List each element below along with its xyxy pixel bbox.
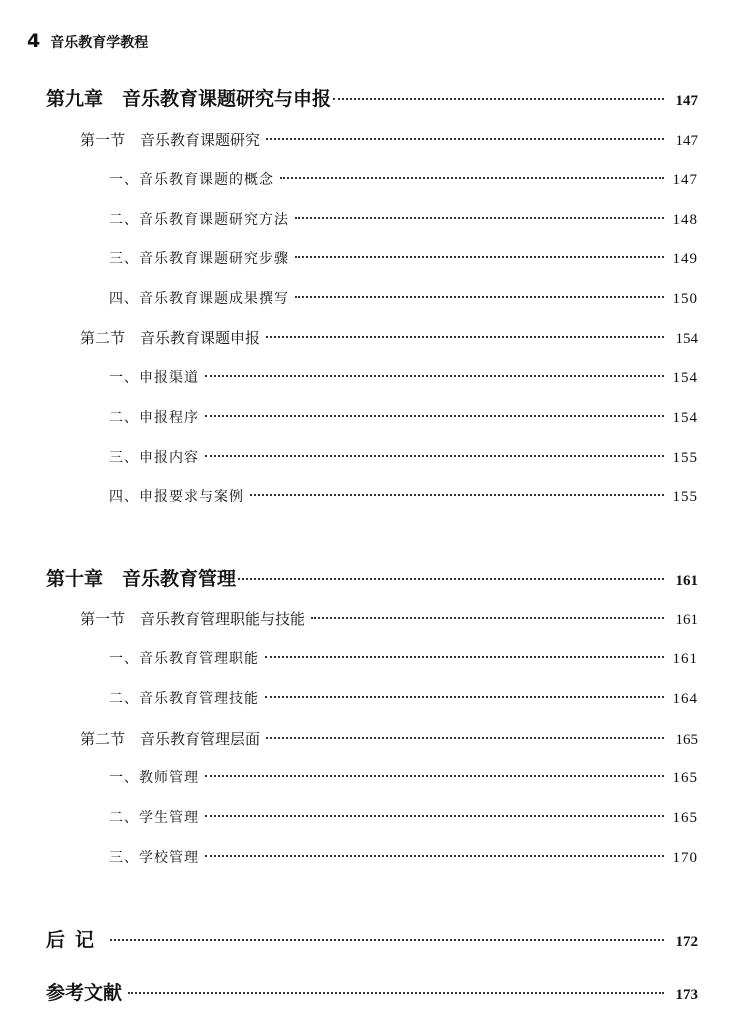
toc-label: 第十章 音乐教育管理 — [46, 568, 237, 590]
toc-item[interactable] — [109, 286, 698, 312]
toc-item[interactable] — [109, 207, 698, 233]
toc-item[interactable] — [109, 365, 698, 391]
toc-label: 三、学校管理 — [109, 850, 199, 866]
dot-leader — [265, 696, 664, 698]
toc-page-number: 154 — [672, 410, 698, 426]
toc-item[interactable] — [109, 405, 698, 431]
dot-leader — [238, 578, 664, 580]
toc-page-number: 161 — [672, 651, 698, 667]
toc-page-number: 148 — [672, 212, 698, 228]
toc-page-number: 155 — [672, 489, 698, 505]
toc-page-number: 165 — [672, 810, 698, 826]
toc-references[interactable] — [46, 980, 698, 1006]
toc-label: 第二节 音乐教育管理层面 — [80, 730, 261, 748]
toc-label: 四、申报要求与案例 — [109, 489, 244, 505]
toc-page-number: 154 — [675, 331, 698, 347]
toc-label: 后记 — [46, 929, 105, 951]
dot-leader — [205, 775, 664, 777]
toc-chapter-9[interactable] — [46, 86, 698, 112]
dot-leader — [205, 455, 664, 457]
toc-page-number: 161 — [675, 573, 698, 589]
toc-label: 一、教师管理 — [109, 770, 199, 786]
toc-page-number: 170 — [672, 850, 698, 866]
toc-label: 二、申报程序 — [109, 410, 199, 426]
toc-item[interactable] — [109, 445, 698, 471]
toc-page-number: 164 — [672, 691, 698, 707]
toc-page-number: 149 — [672, 251, 698, 267]
toc-label: 一、音乐教育课题的概念 — [109, 172, 274, 188]
toc-label: 三、申报内容 — [109, 450, 199, 466]
dot-leader — [266, 336, 664, 338]
dot-leader — [128, 992, 664, 994]
toc-page-number: 173 — [675, 987, 698, 1003]
toc-item[interactable] — [109, 167, 698, 193]
toc-label: 第一节 音乐教育课题研究 — [80, 131, 261, 149]
dot-leader — [205, 415, 664, 417]
page-number: 4 — [27, 30, 41, 52]
toc-item[interactable] — [109, 845, 698, 871]
toc-section[interactable] — [80, 325, 698, 351]
toc-item[interactable] — [109, 686, 698, 712]
toc-item[interactable] — [109, 805, 698, 831]
dot-leader — [250, 494, 664, 496]
toc-page-number: 154 — [672, 370, 698, 386]
toc-label: 第二节 音乐教育课题申报 — [80, 329, 261, 347]
toc-item[interactable] — [109, 484, 698, 510]
dot-leader — [266, 737, 664, 739]
toc-label: 第一节 音乐教育管理职能与技能 — [80, 610, 306, 628]
toc-label: 参考文献 — [46, 982, 123, 1004]
dot-leader — [280, 177, 664, 179]
toc-item[interactable] — [109, 646, 698, 672]
toc-page-number: 165 — [675, 732, 698, 748]
toc-label: 第九章 音乐教育课题研究与申报 — [46, 88, 332, 110]
toc-page-number: 165 — [672, 770, 698, 786]
toc-section[interactable] — [80, 726, 698, 752]
toc-page-number: 147 — [672, 172, 698, 188]
toc-section[interactable] — [80, 127, 698, 153]
toc-label: 一、申报渠道 — [109, 370, 199, 386]
dot-leader — [311, 617, 664, 619]
toc-label: 二、音乐教育课题研究方法 — [109, 212, 289, 228]
toc-page-number: 161 — [675, 612, 698, 628]
dot-leader — [266, 138, 664, 140]
toc-label: 四、音乐教育课题成果撰写 — [109, 291, 289, 307]
dot-leader — [265, 656, 664, 658]
dot-leader — [205, 375, 664, 377]
dot-leader — [295, 217, 664, 219]
toc-item[interactable] — [109, 246, 698, 272]
dot-leader — [295, 296, 664, 298]
book-title: 音乐教育学教程 — [50, 35, 149, 51]
toc-label: 二、音乐教育管理技能 — [109, 691, 259, 707]
toc-label: 三、音乐教育课题研究步骤 — [109, 251, 289, 267]
dot-leader — [205, 855, 664, 857]
dot-leader — [333, 98, 664, 100]
toc-label: 二、学生管理 — [109, 810, 199, 826]
toc-page-number: 172 — [675, 934, 698, 950]
toc-item[interactable] — [109, 765, 698, 791]
toc-page-number: 155 — [672, 450, 698, 466]
toc-page-number: 147 — [675, 133, 698, 149]
toc-section[interactable] — [80, 606, 698, 632]
toc-page-number: 147 — [675, 93, 698, 109]
toc-label: 一、音乐教育管理职能 — [109, 651, 259, 667]
dot-leader — [110, 939, 664, 941]
toc-page-number: 150 — [672, 291, 698, 307]
dot-leader — [295, 256, 664, 258]
dot-leader — [205, 815, 664, 817]
toc-afterword[interactable] — [46, 927, 698, 953]
toc-chapter-10[interactable] — [46, 566, 698, 592]
running-header — [27, 30, 148, 52]
